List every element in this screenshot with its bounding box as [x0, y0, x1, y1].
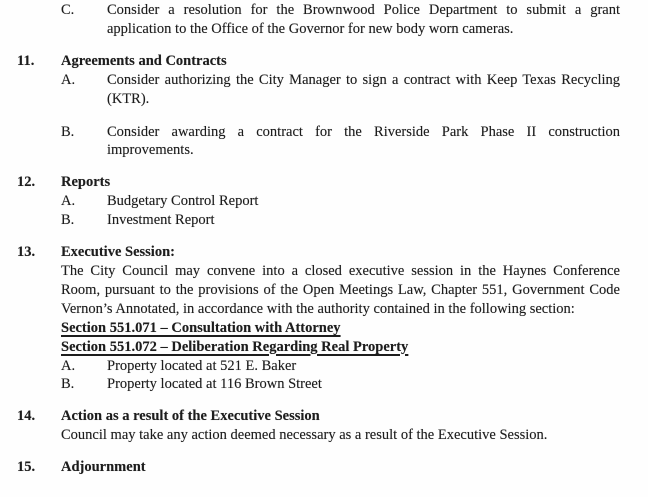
item-title: Agreements and Contracts	[61, 52, 227, 69]
item-number: 15.	[17, 459, 36, 476]
sub-item-b	[61, 375, 620, 394]
item-title: Executive Session:	[61, 244, 175, 261]
item-body	[61, 407, 620, 445]
item-body	[61, 52, 620, 161]
sub-item-letter: B.	[61, 123, 75, 140]
item-number: 11.	[17, 52, 35, 69]
item-title: Adjournment	[61, 459, 146, 476]
item-number: 13.	[17, 244, 36, 261]
item-title: Action as a result of the Executive Session	[61, 408, 320, 425]
sub-item-text: Consider a resolution for the Brownwood Police Department to submit a grant application to the Office of the Governor for new body worn cameras.	[107, 2, 620, 37]
item-body	[61, 243, 620, 394]
agenda-item-11	[17, 52, 620, 161]
sub-item-b	[61, 123, 620, 161]
sub-item-text: Property located at 116 Brown Street	[107, 376, 322, 393]
item-title: Reports	[61, 174, 111, 191]
agenda-item-12	[17, 173, 620, 230]
sub-item-text: Property located at 521 E. Baker	[107, 357, 297, 374]
item-body	[61, 458, 620, 477]
sub-item-a	[61, 192, 620, 211]
agenda-item-14	[17, 407, 620, 445]
item-body	[61, 1, 620, 39]
agenda-carryover-item	[17, 1, 620, 39]
sub-item-letter: C.	[61, 2, 75, 18]
sub-item-text: Consider awarding a contract for the Riverside Park Phase II construction improvements.	[107, 123, 620, 159]
sub-item-letter: B.	[61, 212, 75, 229]
sub-item-letter: A.	[61, 193, 76, 210]
agenda-item-13	[17, 243, 620, 394]
sub-item-b	[61, 211, 620, 230]
sub-item-c	[61, 1, 620, 39]
sub-item-letter: A.	[61, 71, 76, 88]
statute-section-551-071: Section 551.071 – Consultation with Attorney	[61, 319, 341, 336]
item-number: 12.	[17, 174, 36, 191]
agenda-item-15	[17, 458, 620, 477]
sub-item-letter: A.	[61, 357, 76, 374]
sub-item-letter: B.	[61, 376, 75, 393]
item-paragraph: Council may take any action deemed necessary as a result of the Executive Session.	[61, 427, 548, 444]
executive-session-paragraph: The City Council may convene into a closed executive session in the Haynes Conference Room, pursuant to the provisions of the Open Meetings Law, Chapter 551, Government Code Vernon’s Annotated, in accordance with the authority contained in the following section:	[61, 262, 620, 317]
item-number: 14.	[17, 408, 36, 425]
sub-item-text: Budgetary Control Report	[107, 193, 259, 210]
statute-section-551-072: Section 551.072 – Deliberation Regarding Real Property	[61, 338, 409, 355]
sub-item-text: Investment Report	[107, 212, 215, 229]
sub-item-a	[61, 71, 620, 109]
sub-item-text: Consider authorizing the City Manager to sign a contract with Keep Texas Recycling (KTR).	[107, 71, 620, 107]
sub-item-a	[61, 357, 620, 376]
item-body	[61, 173, 620, 230]
